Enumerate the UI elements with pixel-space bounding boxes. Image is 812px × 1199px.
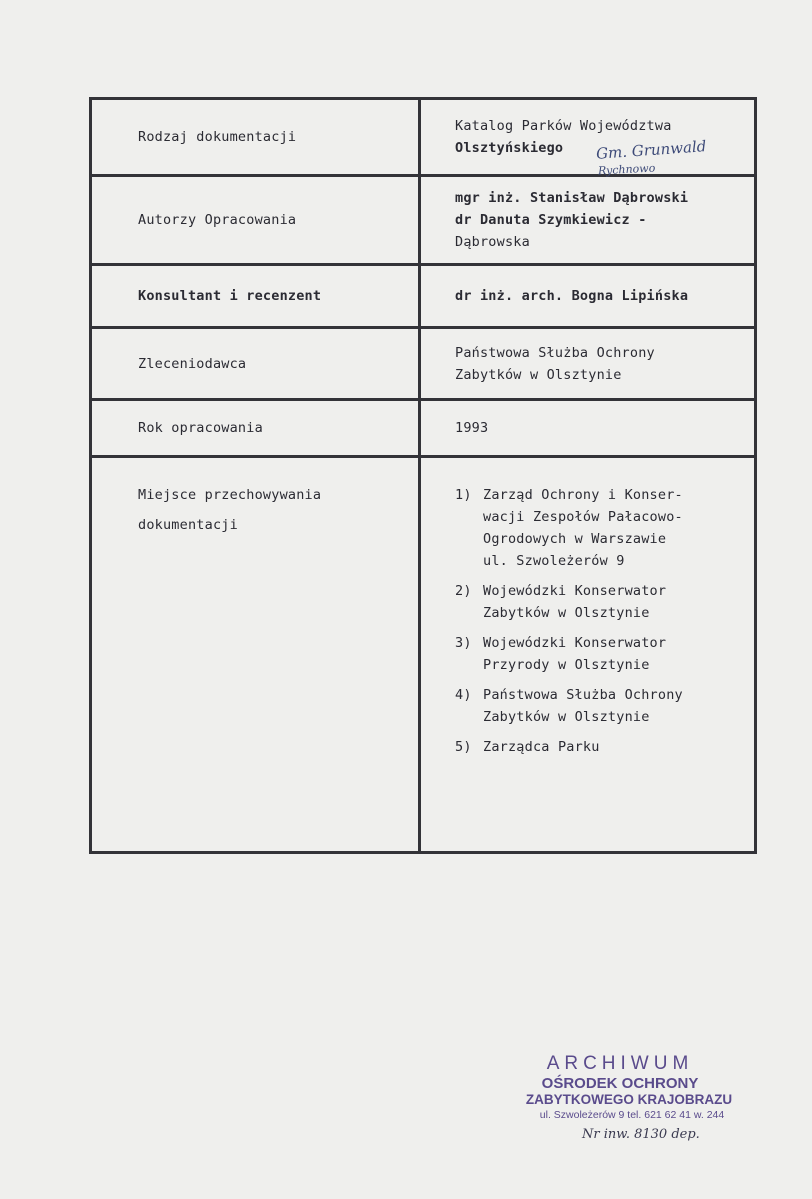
table-row bbox=[91, 176, 756, 265]
stamp-line: OŚRODEK OCHRONY bbox=[541, 1075, 699, 1092]
table-row bbox=[91, 328, 756, 400]
list-item-number: 1) bbox=[455, 487, 472, 503]
consultant-label: Konsultant i recenzent bbox=[91, 265, 420, 328]
list-item bbox=[455, 736, 744, 758]
list-item-text: Zarządca Parku bbox=[483, 739, 600, 755]
table-row bbox=[91, 265, 756, 328]
list-item bbox=[455, 632, 744, 676]
archive-stamp bbox=[500, 1053, 740, 1142]
authors-value bbox=[420, 176, 756, 265]
documentation-table bbox=[89, 97, 757, 854]
handwritten-gmina-note: Gm. Grunwald bbox=[595, 137, 707, 163]
commissioner-value bbox=[420, 328, 756, 400]
value-line: Dąbrowska bbox=[455, 234, 530, 250]
value-line: Państwowa Służba Ochrony bbox=[455, 344, 655, 361]
storage-place-label bbox=[91, 457, 420, 853]
value-line: Olsztyńskiego bbox=[455, 140, 564, 156]
value-line: Zabytków w Olsztynie bbox=[455, 366, 622, 383]
commissioner-label: Zleceniodawca bbox=[91, 328, 420, 400]
table-row bbox=[91, 99, 756, 176]
table-row bbox=[91, 457, 756, 853]
list-item-text: Państwowa Służba Ochrony Zabytków w Olsztynie bbox=[483, 687, 683, 725]
year-value bbox=[420, 400, 756, 457]
list-item-number: 4) bbox=[455, 687, 472, 703]
value-line: mgr inż. Stanisław Dąbrowski bbox=[455, 190, 689, 206]
handwritten-place-note: Rychnowo bbox=[597, 161, 656, 178]
value-line: Katalog Parków Województwa bbox=[455, 118, 672, 134]
list-item-text: Wojewódzki Konserwator Zabytków w Olsztynie bbox=[483, 583, 667, 621]
documentation-type-label: Rodzaj dokumentacji bbox=[91, 99, 420, 176]
consultant-value bbox=[420, 265, 756, 328]
list-item-number: 5) bbox=[455, 739, 472, 755]
list-item bbox=[455, 684, 744, 728]
inventory-number: Nr inw. 8130 dep. bbox=[582, 1127, 700, 1142]
list-item-number: 2) bbox=[455, 583, 472, 599]
stamp-address: ul. Szwoleżerów 9 tel. 621 62 41 w. 244 bbox=[539, 1109, 725, 1121]
list-item bbox=[455, 484, 744, 572]
label-line: Miejsce przechowywania bbox=[138, 487, 322, 503]
label-line: dokumentacji bbox=[138, 517, 238, 533]
list-item bbox=[455, 580, 744, 624]
list-item-number: 3) bbox=[455, 635, 472, 651]
storage-place-value bbox=[420, 457, 756, 853]
table-row bbox=[91, 400, 756, 457]
storage-locations-list bbox=[455, 484, 744, 758]
value-line: dr inż. arch. Bogna Lipińska bbox=[455, 288, 689, 304]
value-line: 1993 bbox=[455, 420, 489, 436]
year-label: Rok opracowania bbox=[91, 400, 420, 457]
value-line: dr Danuta Szymkiewicz - bbox=[455, 212, 647, 228]
stamp-line: ZABYTKOWEGO KRAJOBRAZU bbox=[525, 1092, 733, 1107]
authors-label: Autorzy Opracowania bbox=[91, 176, 420, 265]
list-item-text: Zarząd Ochrony i Konser- wacji Zespołów Pałacowo- Ogrodowych w Warszawie ul. Szwoleżerów 9 bbox=[483, 487, 683, 569]
stamp-title: ARCHIWUM bbox=[546, 1053, 694, 1074]
list-item-text: Wojewódzki Konserwator Przyrody w Olsztynie bbox=[483, 635, 667, 673]
